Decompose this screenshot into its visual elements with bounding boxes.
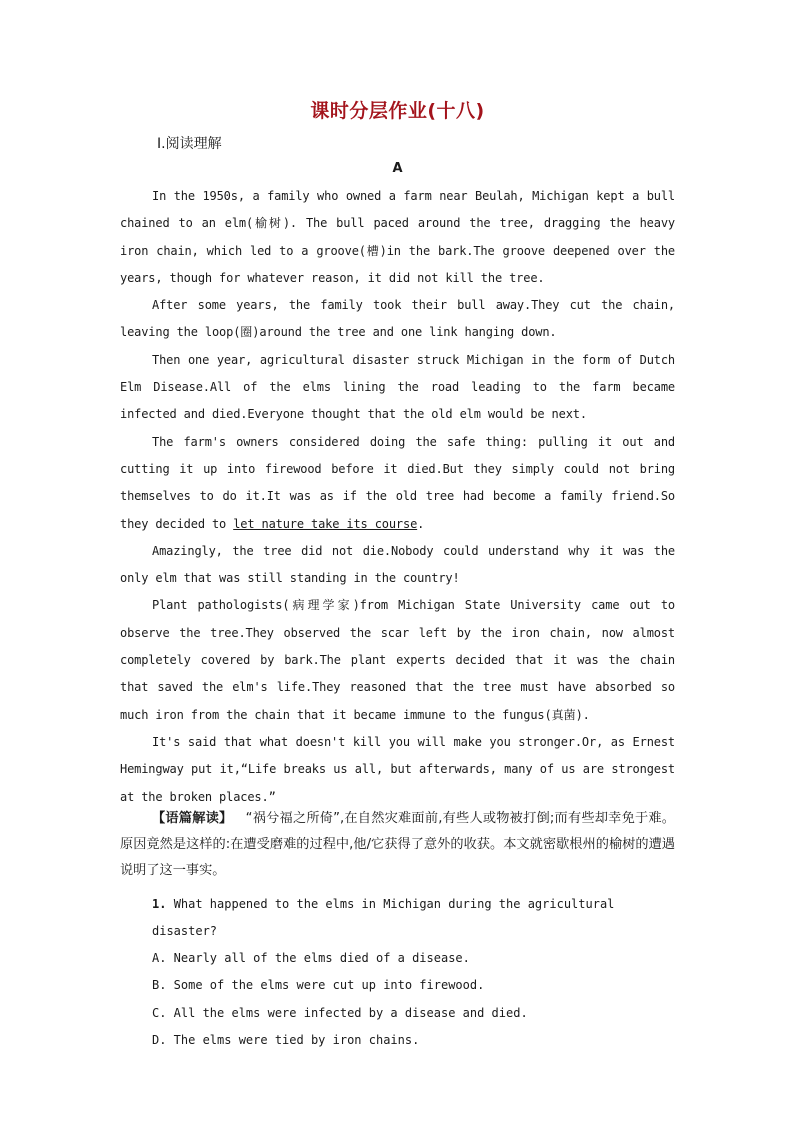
question-number: 1. — [152, 897, 167, 911]
paragraph-4: The farm's owners considered doing the safe thing: pulling it out and cutting it up into firewood before it died.But they simply could not bring themselves to do it.It was as if the old tree had become a family friend.So they decided to let nature take its course. — [120, 434, 675, 531]
paragraph-2: After some years, the family took their bull away.They cut the chain, leaving the loop(圈)around the tree and one link hanging down. — [120, 298, 675, 340]
option-b: B. Some of the elms were cut up into firewood. — [152, 978, 485, 993]
paragraph-5: Amazingly, the tree did not die.Nobody could understand why it was the only elm that was still standing in the country! — [120, 543, 675, 586]
paragraph-7: It's said that what doesn't kill you will make you stronger.Or, as Ernest Hemingway put it,“Life breaks us all, but afterwards, many of us are strongest at the broken places.” — [120, 734, 675, 804]
page-title: 课时分层作业(十八) — [310, 100, 485, 122]
reading-passage — [120, 183, 675, 811]
paragraph-3: Then one year, agricultural disaster struck Michigan in the form of Dutch Elm Disease.All of the elms lining the road leading to the farm became infected and died.Everyone thought that the old elm would be next. — [120, 352, 675, 422]
underlined-phrase: let nature take its course — [233, 516, 418, 531]
option-d: D. The elms were tied by iron chains. — [152, 1032, 420, 1047]
question-1 — [120, 891, 675, 1054]
paragraph-1: In the 1950s, a family who owned a farm near Beulah, Michigan kept a bull chained to an elm(榆树). The bull paced around the tree, dragging the heavy iron chain, which led to a groove(槽)in the bark.The groove deepened over the years, though for whatever reason, it did not kill the tree. — [120, 189, 675, 285]
option-c: C. All the elms were infected by a disease and died. — [152, 1005, 528, 1020]
passage-letter: A — [392, 161, 403, 176]
paragraph-6: Plant pathologists(病理学家)from Michigan State University came out to observe the tree.They observed the scar left by the iron chain, now almost completely covered by bark.The plant experts decided that it was the chain that saved the elm's life.They reasoned that the tree must have absorbed so much iron from the chain that it became immune to the fungus(真菌). — [120, 598, 675, 722]
analysis-text: “祸兮福之所倚”,在自然灾难面前,有些人或物被打倒;而有些却幸免于难。原因竟然是这样的:在遭受磨难的过程中,他/它获得了意外的收获。本文就密歇根州的榆树的遭遇说明了这一事实。 — [120, 811, 675, 878]
question-stem: 1. What happened to the elms in Michigan during the agricultural disaster? — [152, 897, 615, 938]
passage-analysis — [120, 806, 675, 884]
analysis-tag: 【语篇解读】 — [152, 811, 233, 826]
option-a: A. Nearly all of the elms died of a disease. — [152, 951, 470, 965]
section-label: Ⅰ.阅读理解 — [157, 136, 222, 152]
